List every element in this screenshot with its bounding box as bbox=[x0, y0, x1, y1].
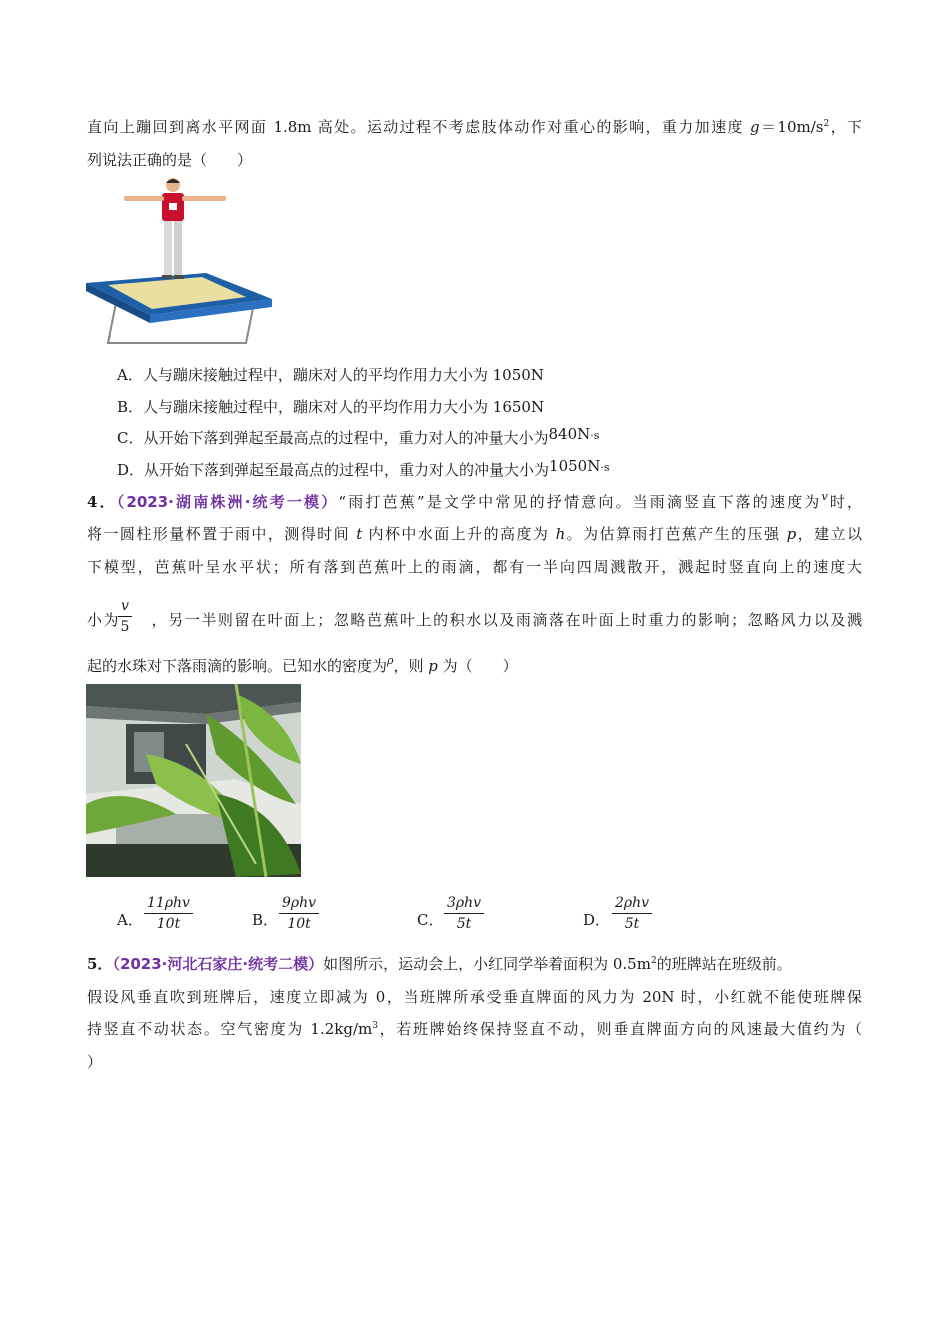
q4-option-b-fraction: 9ρhv 10t bbox=[279, 893, 319, 934]
q3-option-b: B．人与蹦床接触过程中，蹦床对人的平均作用力大小为 1650N bbox=[117, 398, 545, 416]
q5-line-1: 5．（2023·河北石家庄·统考二模）如图所示，运动会上，小红同学举着面积为 $0.5m^2$的班牌站在班级前。 bbox=[87, 955, 792, 973]
q4-option-c-fraction: 3ρhv 5t bbox=[444, 893, 484, 934]
q5-line-2: 假设风垂直吹到班牌后，速度立即减为 0，当班牌所承受垂直牌面的风力为 20N 时，小红就不能使班牌保 bbox=[87, 988, 862, 1006]
q4-line-3: 下模型，芭蕉叶呈水平状；所有落到芭蕉叶上的雨滴，都有一半向四周溅散开，溅起时竖直向上的速度大 bbox=[87, 558, 862, 576]
q4-line-4: 小为 ，另一半则留在叶面上；忽略芭蕉叶上的积水以及雨滴落在叶面上时重力的影响；忽略风力以及溅 bbox=[87, 611, 862, 629]
q4-fraction-v-over-5: $\frac{v}{5}$ bbox=[118, 596, 132, 637]
q4-option-a-label: A． bbox=[117, 911, 143, 929]
q4-option-a-fraction: 11ρhv 10t bbox=[144, 893, 193, 934]
banana-leaf-photo bbox=[86, 684, 301, 877]
q3-option-d: D．从开始下落到弹起至最高点的过程中，重力对人的冲量大小为1050N·s bbox=[117, 457, 610, 479]
q4-line-5: 起的水珠对下落雨滴的影响。已知水的密度为$^\rho$，则 p 为（ ） bbox=[87, 654, 518, 675]
q5-line-3: 持竖直不动状态。空气密度为 $1.2kg/m^3$，若班牌始终保持竖直不动，则垂直牌面方向的风速最大值约为（ bbox=[87, 1020, 862, 1038]
q4-option-d-label: D． bbox=[583, 911, 611, 929]
q5-line-4: ） bbox=[87, 1053, 103, 1071]
q3-option-a: A．人与蹦床接触过程中，蹦床对人的平均作用力大小为 1050N bbox=[117, 366, 544, 384]
q3-stem-line-1: 直向上蹦回到离水平网面 1.8m 高处。运动过程不考虑肢体动作对重心的影响，重力加速度 $g=10m/s^2$，下 bbox=[87, 118, 862, 136]
trampoline-figure bbox=[86, 175, 272, 351]
q3-stem-line-2: 列说法正确的是（ ） bbox=[87, 151, 253, 169]
q4-line-1: 4．（2023·湖南株洲·统考一模）“雨打芭蕉”是文学中常见的抒情意向。当雨滴竖直下落的速度为$^v$时， bbox=[87, 490, 862, 511]
q4-line-2: 将一圆柱形量杯置于雨中，测得时间 t 内杯中水面上升的高度为 h。为估算雨打芭蕉产生的压强 p，建立以 bbox=[87, 525, 862, 543]
q4-option-b-label: B． bbox=[252, 911, 279, 929]
q4-option-c-label: C． bbox=[417, 911, 444, 929]
q3-option-c: C．从开始下落到弹起至最高点的过程中，重力对人的冲量大小为840N·s bbox=[117, 425, 600, 447]
q4-option-d-fraction: 2ρhv 5t bbox=[612, 893, 652, 934]
